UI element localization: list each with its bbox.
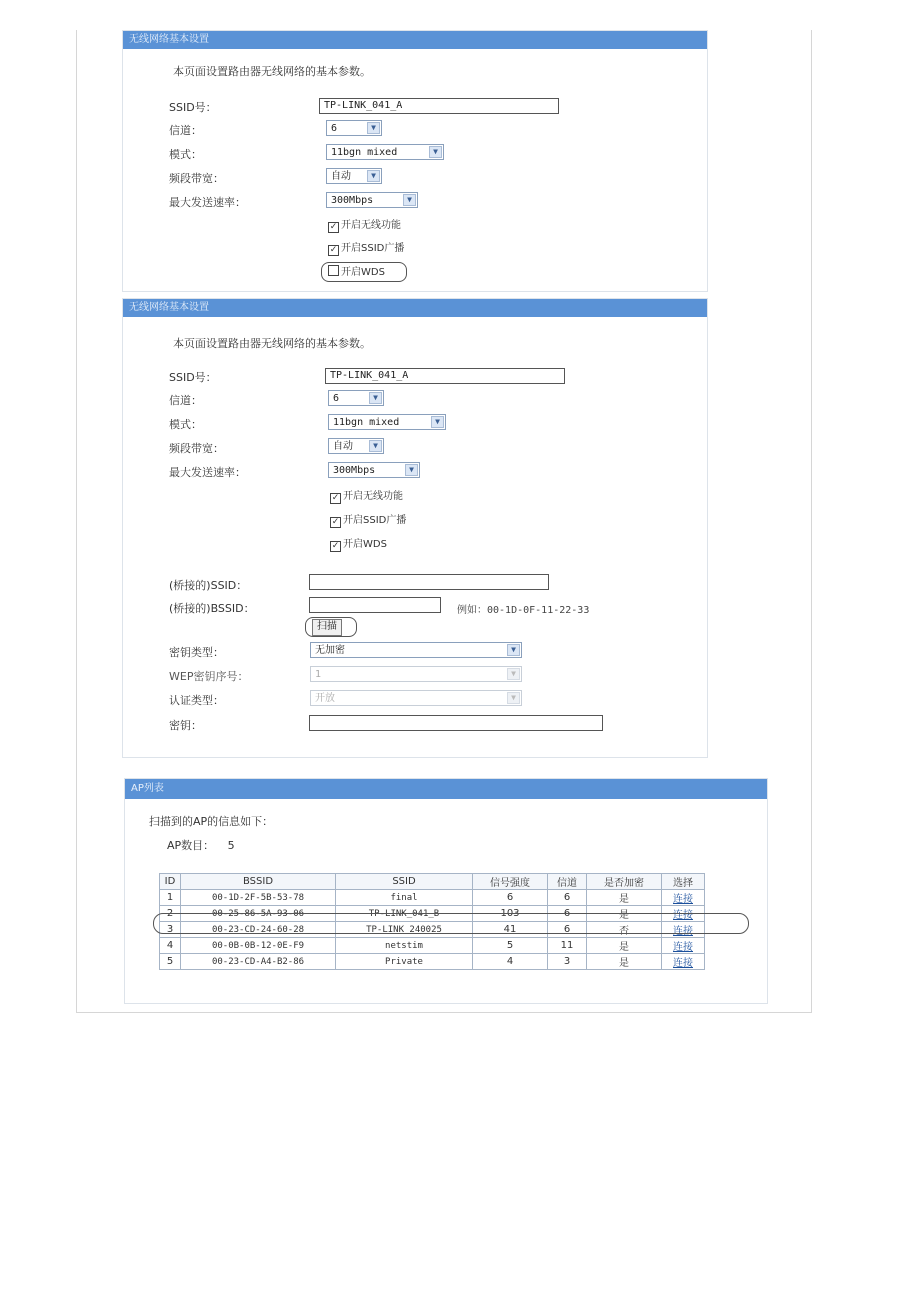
ssid-input[interactable]: TP-LINK_041_A	[319, 98, 559, 114]
table-cell: TP-LINK_041_B	[336, 906, 473, 922]
checkbox-empty-icon	[328, 265, 339, 276]
table-cell: 4	[473, 954, 548, 970]
table-row	[160, 938, 705, 954]
wireless-basic-panel-1	[122, 30, 708, 292]
column-header: 是否加密	[587, 874, 662, 890]
max-rate-label: 最大发送速率：	[169, 196, 246, 209]
bridge-ssid-input[interactable]	[309, 574, 549, 590]
checkmark-icon: ✓	[331, 517, 340, 527]
table-cell: 3	[160, 922, 181, 938]
channel-label: 信道：	[169, 124, 202, 137]
max-rate-select[interactable]	[328, 462, 420, 478]
max-rate-value: 300Mbps	[333, 465, 376, 476]
enable-wireless-checkbox[interactable]	[330, 490, 403, 504]
enable-ssid-broadcast-checkbox[interactable]	[330, 514, 406, 528]
table-cell: TP-LINK_240025	[336, 922, 473, 938]
enable-wds-checkbox[interactable]	[330, 538, 387, 552]
bandwidth-value: 自动	[331, 171, 351, 182]
enable-ssid-broadcast-checkbox[interactable]	[328, 242, 404, 256]
checkmark-icon: ✓	[331, 541, 340, 551]
ap-count-value: 5	[227, 839, 235, 852]
key-label: 密钥：	[169, 719, 202, 732]
ssid-label: SSID号：	[169, 101, 217, 114]
chevron-down-icon: ▼	[403, 194, 416, 206]
table-cell: 41	[473, 922, 548, 938]
table-cell: 00-23-CD-A4-B2-86	[181, 954, 336, 970]
checkmark-icon: ✓	[329, 245, 338, 255]
table-cell: 6	[548, 890, 587, 906]
auth-type-select[interactable]	[310, 690, 522, 706]
wep-index-label: WEP密钥序号：	[169, 670, 249, 683]
mode-value: 11bgn mixed	[331, 147, 398, 158]
bandwidth-value: 自动	[333, 441, 353, 452]
highlight-row-circle	[153, 913, 749, 934]
wireless-basic-panel-2	[122, 298, 708, 758]
column-header: 信道	[548, 874, 587, 890]
checkmark-icon: ✓	[329, 222, 338, 232]
table-cell: 4	[160, 938, 181, 954]
key-type-select[interactable]	[310, 642, 522, 658]
panel-header: AP列表	[125, 779, 767, 799]
ap-list-intro: 扫描到的AP的信息如下：	[149, 815, 274, 828]
mode-select[interactable]	[328, 414, 446, 430]
chevron-down-icon: ▼	[429, 146, 442, 158]
bridge-bssid-label: (桥接的)BSSID：	[169, 602, 255, 615]
table-cell: 00-0B-0B-12-0E-F9	[181, 938, 336, 954]
table-cell: 是	[587, 954, 662, 970]
bridge-ssid-label: (桥接的)SSID：	[169, 579, 248, 592]
ap-count	[167, 837, 235, 853]
table-row	[160, 890, 705, 906]
wep-index-select[interactable]	[310, 666, 522, 682]
checkbox-label: 开启SSID广播	[341, 243, 405, 254]
bridge-bssid-input[interactable]	[309, 597, 441, 613]
scan-button[interactable]: 扫描	[312, 619, 342, 636]
table-cell: 3	[548, 954, 587, 970]
connect-link[interactable]: 连接	[662, 906, 705, 922]
bandwidth-select[interactable]	[326, 168, 382, 184]
key-type-label: 密钥类型：	[169, 646, 224, 659]
table-cell: 103	[473, 906, 548, 922]
checkbox-label: 开启SSID广播	[343, 515, 407, 526]
checkbox-label: 开启无线功能	[343, 491, 403, 502]
bssid-example: 例如：00-1D-0F-11-22-33	[457, 605, 590, 616]
connect-link[interactable]: 连接	[662, 890, 705, 906]
mode-label: 模式：	[169, 418, 202, 431]
table-cell: 2	[160, 906, 181, 922]
table-cell: 是	[587, 890, 662, 906]
checkbox-label: 开启WDS	[341, 267, 385, 278]
ssid-input[interactable]: TP-LINK_041_A	[325, 368, 565, 384]
table-cell: 11	[548, 938, 587, 954]
bandwidth-label: 频段带宽：	[169, 442, 224, 455]
chevron-down-icon: ▼	[405, 464, 418, 476]
table-cell: 00-25-86-5A-93-06	[181, 906, 336, 922]
table-cell: 1	[160, 890, 181, 906]
panel-header: 无线网络基本设置	[123, 299, 707, 317]
table-cell: 5	[473, 938, 548, 954]
bandwidth-select[interactable]	[328, 438, 384, 454]
auth-type-value: 开放	[315, 693, 335, 704]
table-header-row	[160, 874, 705, 890]
column-header: SSID	[336, 874, 473, 890]
key-type-value: 无加密	[315, 645, 345, 656]
max-rate-value: 300Mbps	[331, 195, 374, 206]
chevron-down-icon: ▼	[367, 122, 380, 134]
column-header: BSSID	[181, 874, 336, 890]
bandwidth-label: 频段带宽：	[169, 172, 224, 185]
ssid-label: SSID号：	[169, 371, 217, 384]
mode-value: 11bgn mixed	[333, 417, 400, 428]
wep-index-value: 1	[315, 669, 322, 680]
table-cell: 00-1D-2F-5B-53-78	[181, 890, 336, 906]
intro-text: 本页面设置路由器无线网络的基本参数。	[173, 65, 371, 78]
connect-link[interactable]: 连接	[662, 954, 705, 970]
chevron-down-icon: ▼	[507, 668, 520, 680]
channel-select[interactable]	[328, 390, 384, 406]
channel-value: 6	[333, 393, 340, 404]
mode-select[interactable]	[326, 144, 444, 160]
column-header: ID	[160, 874, 181, 890]
table-cell: Private	[336, 954, 473, 970]
table-cell: 5	[160, 954, 181, 970]
table-cell: 6	[473, 890, 548, 906]
checkmark-icon: ✓	[331, 493, 340, 503]
ap-count-label: AP数目：	[167, 839, 215, 852]
chevron-down-icon: ▼	[507, 692, 520, 704]
column-header: 选择	[662, 874, 705, 890]
checkbox-label: 开启WDS	[343, 539, 387, 550]
intro-text: 本页面设置路由器无线网络的基本参数。	[173, 337, 371, 350]
checkbox-label: 开启无线功能	[341, 220, 401, 231]
table-cell: 6	[548, 906, 587, 922]
auth-type-label: 认证类型：	[169, 694, 224, 707]
table-cell: 否	[587, 922, 662, 938]
chevron-down-icon: ▼	[369, 392, 382, 404]
table-cell: 是	[587, 906, 662, 922]
chevron-down-icon: ▼	[367, 170, 380, 182]
connect-link[interactable]: 连接	[662, 938, 705, 954]
key-input[interactable]	[309, 715, 603, 731]
table-row	[160, 954, 705, 970]
channel-select[interactable]	[326, 120, 382, 136]
panel-header: 无线网络基本设置	[123, 31, 707, 49]
max-rate-select[interactable]	[326, 192, 418, 208]
enable-wds-checkbox[interactable]	[328, 265, 385, 279]
channel-value: 6	[331, 123, 338, 134]
table-cell: 6	[548, 922, 587, 938]
column-header: 信号强度	[473, 874, 548, 890]
table-cell: 是	[587, 938, 662, 954]
mode-label: 模式：	[169, 148, 202, 161]
table-cell: 00-23-CD-24-60-28	[181, 922, 336, 938]
connect-link[interactable]: 连接	[662, 922, 705, 938]
enable-wireless-checkbox[interactable]	[328, 219, 401, 233]
table-cell: final	[336, 890, 473, 906]
chevron-down-icon: ▼	[507, 644, 520, 656]
max-rate-label: 最大发送速率：	[169, 466, 246, 479]
ap-list-panel	[124, 778, 768, 1004]
chevron-down-icon: ▼	[369, 440, 382, 452]
table-cell: netstim	[336, 938, 473, 954]
channel-label: 信道：	[169, 394, 202, 407]
chevron-down-icon: ▼	[431, 416, 444, 428]
